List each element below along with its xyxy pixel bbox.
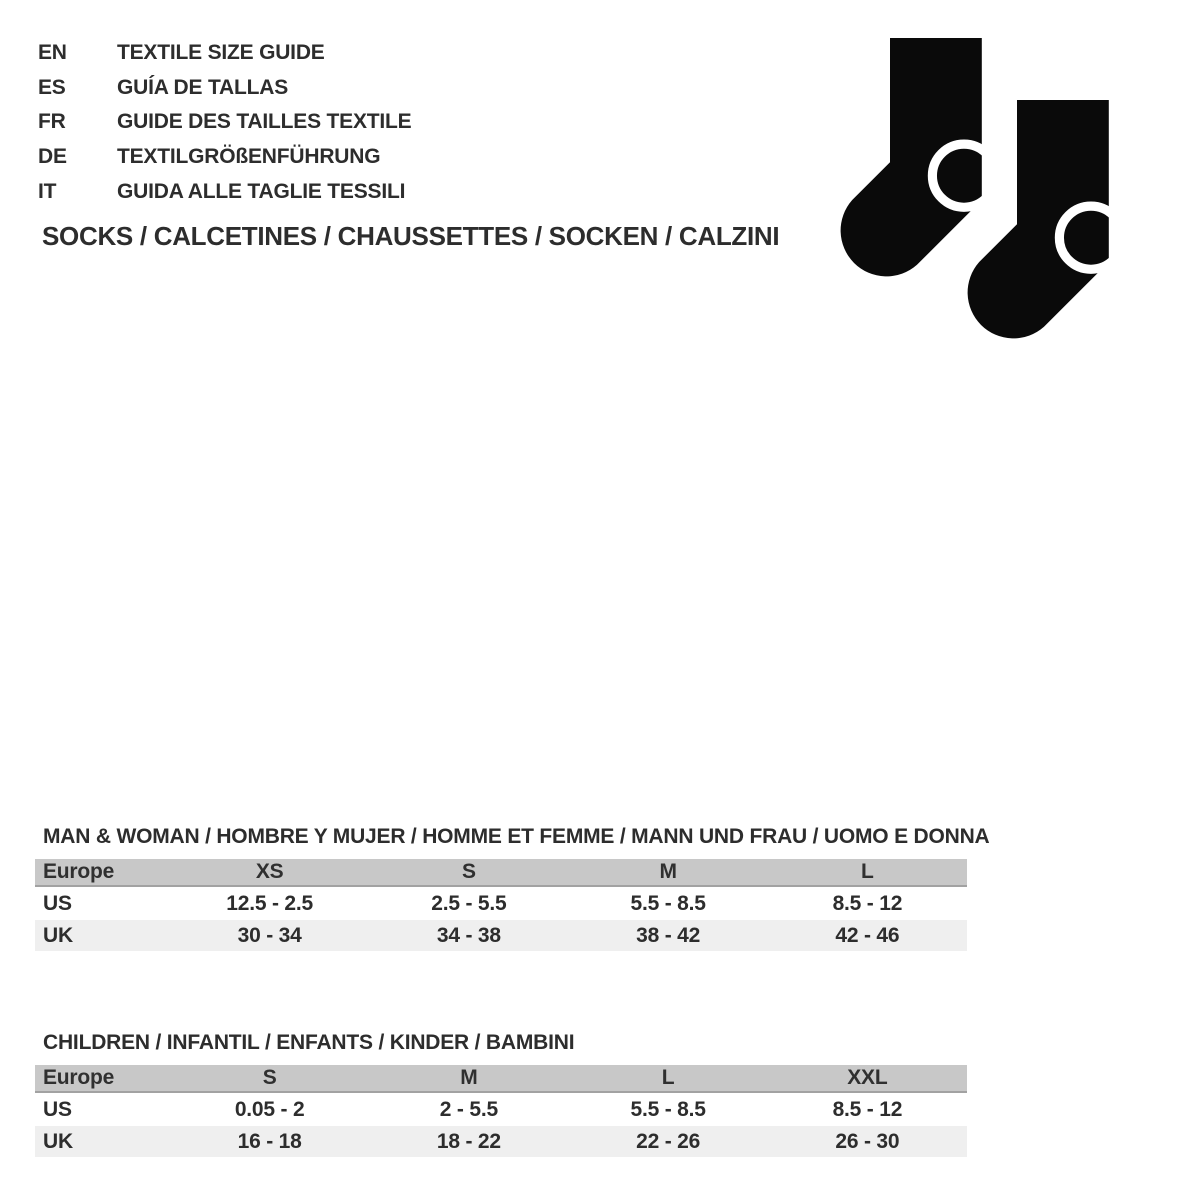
size-cell: 5.5 - 8.5 xyxy=(630,891,706,915)
header-cell-size: M xyxy=(460,1066,478,1089)
table-row xyxy=(35,1126,967,1157)
size-cell: 42 - 46 xyxy=(835,923,900,947)
size-cell: 34 - 38 xyxy=(436,923,501,947)
size-cell: 8.5 - 12 xyxy=(832,1097,903,1121)
header-cell-size: S xyxy=(262,1066,277,1089)
language-row xyxy=(38,105,411,140)
size-cell: 2 - 5.5 xyxy=(439,1097,498,1121)
table-row xyxy=(35,1093,967,1126)
socks-icon xyxy=(800,30,1120,360)
size-cell: 12.5 - 2.5 xyxy=(226,891,313,915)
row-label: UK xyxy=(43,1129,73,1153)
size-cell: 8.5 - 12 xyxy=(832,891,903,915)
language-code: DE xyxy=(38,145,67,169)
language-code: EN xyxy=(38,41,67,65)
size-cell: 38 - 42 xyxy=(636,923,701,947)
language-list xyxy=(38,36,411,209)
language-row xyxy=(38,71,411,106)
row-label: US xyxy=(43,891,72,915)
language-row xyxy=(38,36,411,71)
header-cell-size: L xyxy=(861,860,874,883)
size-table-man-woman xyxy=(35,859,967,951)
table-row xyxy=(35,887,967,920)
header-cell-size: XS xyxy=(255,860,284,883)
size-cell: 0.05 - 2 xyxy=(234,1097,305,1121)
row-label: US xyxy=(43,1097,72,1121)
size-cell: 16 - 18 xyxy=(237,1129,302,1153)
language-label: GUIDA ALLE TAGLIE TESSILI xyxy=(117,179,406,203)
language-code: FR xyxy=(38,110,66,134)
table-header-row xyxy=(35,1065,967,1093)
size-cell: 2.5 - 5.5 xyxy=(431,891,507,915)
header-cell-size: XXL xyxy=(847,1066,888,1089)
category-subtitle: SOCKS / CALCETINES / CHAUSSETTES / SOCKEN / CALZINI xyxy=(42,221,780,251)
header-cell-region: Europe xyxy=(43,860,115,883)
size-cell: 18 - 22 xyxy=(436,1129,501,1153)
size-table-children xyxy=(35,1065,967,1157)
row-label: UK xyxy=(43,923,73,947)
size-cell: 30 - 34 xyxy=(237,923,302,947)
table-title-children: CHILDREN / INFANTIL / ENFANTS / KINDER / BAMBINI xyxy=(43,1031,575,1054)
header-cell-size: S xyxy=(461,860,476,883)
language-code: ES xyxy=(38,75,66,99)
header-cell-size: M xyxy=(659,860,677,883)
table-header-row xyxy=(35,859,967,887)
language-code: IT xyxy=(38,179,57,203)
table-row xyxy=(35,920,967,951)
language-label: GUIDE DES TAILLES TEXTILE xyxy=(117,110,412,134)
size-cell: 22 - 26 xyxy=(636,1129,701,1153)
language-label: TEXTILGRÖßENFÜHRUNG xyxy=(117,145,381,169)
header-cell-size: L xyxy=(661,1066,675,1089)
language-label: TEXTILE SIZE GUIDE xyxy=(117,41,325,65)
size-cell: 5.5 - 8.5 xyxy=(630,1097,706,1121)
header-cell-region: Europe xyxy=(43,1066,115,1089)
language-row xyxy=(38,174,411,209)
language-row xyxy=(38,140,411,175)
size-cell: 26 - 30 xyxy=(835,1129,900,1153)
table-title-man-woman: MAN & WOMAN / HOMBRE Y MUJER / HOMME ET FEMME / MANN UND FRAU / UOMO E DONNA xyxy=(43,825,990,848)
language-label: GUÍA DE TALLAS xyxy=(117,75,289,99)
